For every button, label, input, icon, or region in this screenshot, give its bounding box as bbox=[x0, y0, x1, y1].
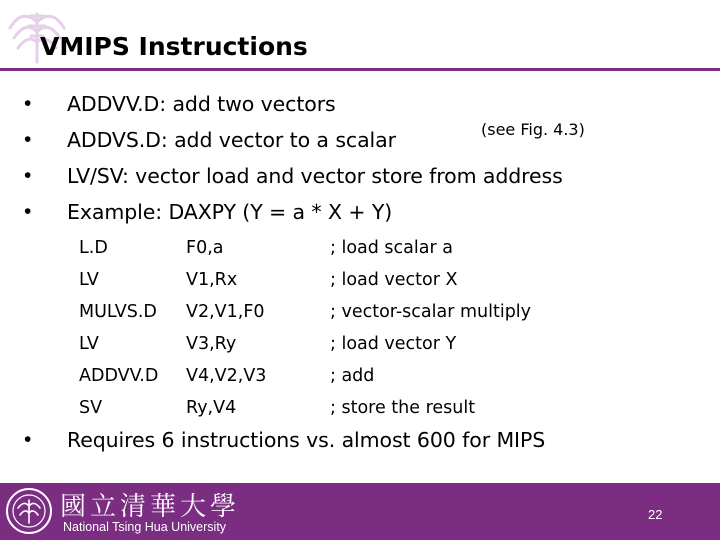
bullet-marker: • bbox=[24, 92, 32, 115]
bullet-lv-sv: LV/SV: vector load and vector store from address bbox=[67, 164, 563, 188]
code-args: F0,a bbox=[186, 238, 224, 258]
code-comment: ; load vector X bbox=[330, 270, 458, 290]
code-args: V1,Rx bbox=[186, 270, 238, 290]
code-comment: ; add bbox=[330, 366, 375, 386]
code-op: LV bbox=[79, 334, 99, 354]
code-args: V2,V1,F0 bbox=[186, 302, 265, 322]
code-op: L.D bbox=[79, 238, 108, 258]
code-operands bbox=[186, 232, 266, 424]
code-comment: ; vector-scalar multiply bbox=[330, 302, 532, 322]
university-name-english: National Tsing Hua University bbox=[63, 520, 227, 534]
bullet-marker: • bbox=[24, 128, 32, 151]
code-comment: ; load scalar a bbox=[330, 238, 453, 258]
page-number: 22 bbox=[648, 507, 663, 522]
code-op: LV bbox=[79, 270, 99, 290]
code-comments bbox=[330, 232, 531, 424]
bullet-example: Example: DAXPY (Y = a * X + Y) bbox=[67, 200, 393, 224]
university-name-chinese: 國立清華大學 bbox=[60, 492, 241, 522]
bullet-marker: • bbox=[24, 200, 32, 223]
nthu-emblem-icon bbox=[4, 486, 54, 536]
code-args: V4,V2,V3 bbox=[186, 366, 267, 386]
code-args: Ry,V4 bbox=[186, 398, 237, 418]
code-op: ADDVV.D bbox=[79, 366, 159, 386]
slide-title: VMIPS Instructions bbox=[40, 32, 308, 61]
title-divider bbox=[0, 68, 720, 71]
bullet-addvs: ADDVS.D: add vector to a scalar bbox=[67, 128, 396, 152]
bullet-requires: Requires 6 instructions vs. almost 600 for MIPS bbox=[67, 428, 546, 452]
footer-bar bbox=[0, 483, 720, 540]
bullet-marker: • bbox=[24, 428, 32, 451]
code-comment: ; store the result bbox=[330, 398, 476, 418]
code-args: V3,Ry bbox=[186, 334, 237, 354]
figure-reference-note: (see Fig. 4.3) bbox=[481, 120, 585, 139]
bullet-addvv: ADDVV.D: add two vectors bbox=[67, 92, 336, 116]
code-op: MULVS.D bbox=[79, 302, 157, 322]
code-op: SV bbox=[79, 398, 103, 418]
code-comment: ; load vector Y bbox=[330, 334, 457, 354]
bullet-marker: • bbox=[24, 164, 32, 187]
code-opcodes bbox=[79, 232, 158, 424]
